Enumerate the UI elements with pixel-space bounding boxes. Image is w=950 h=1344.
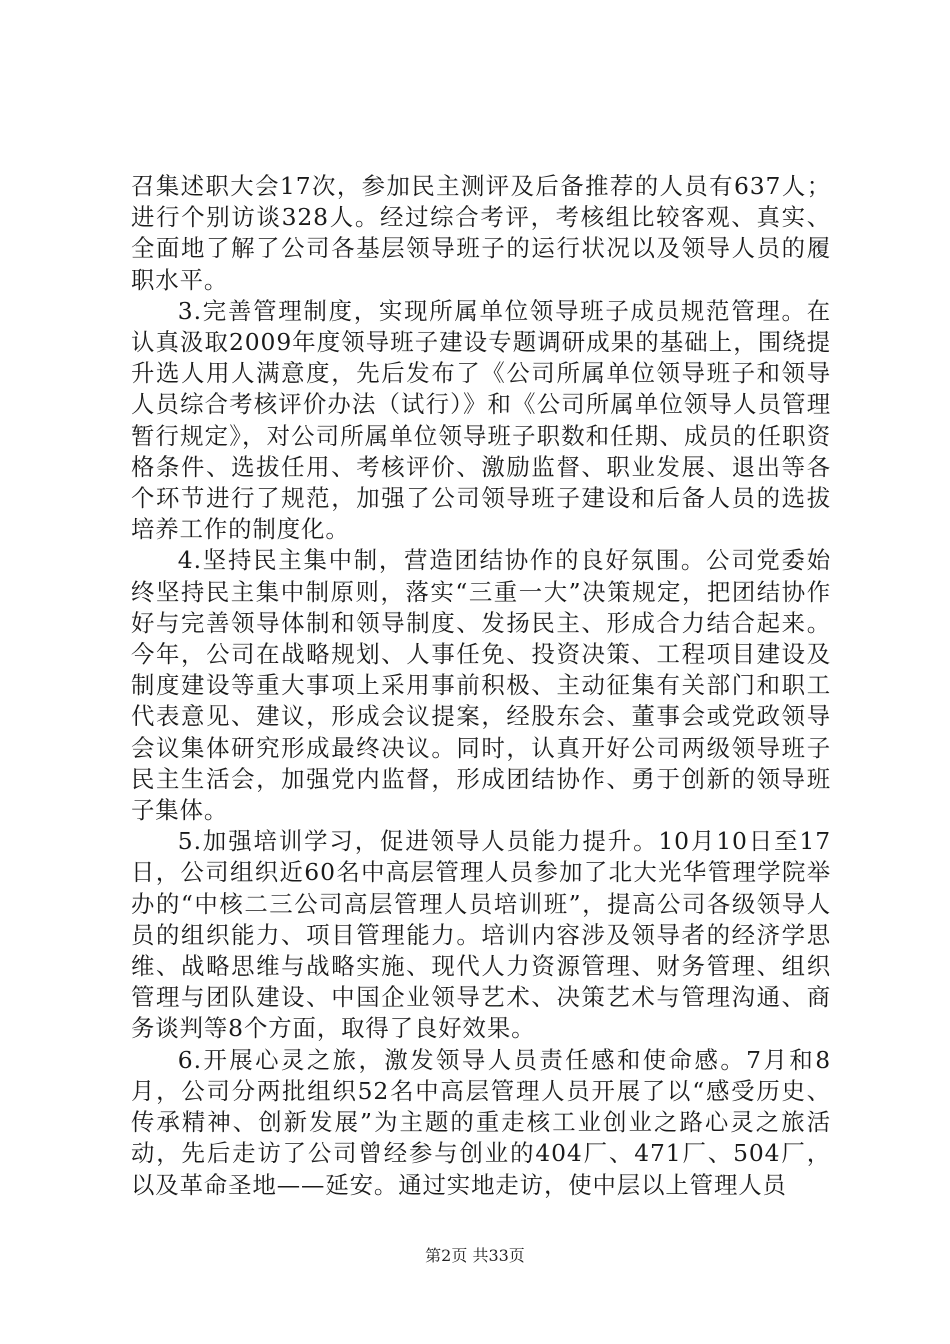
paragraph-item-6: 6.开展心灵之旅，激发领导人员责任感和使命感。7月和8月，公司分两批组织52名中高层管理人员开展了以“感受历史、传承精神、创新发展”为主题的重走核工业创业之路心灵之旅活动，先后走访了公司曾经参与创业的404厂、471厂、504厂，以及革命圣地——延安。通过实地走访，使中层以上管理人员	[131, 1045, 831, 1199]
paragraph-item-4: 4.坚持民主集中制，营造团结协作的良好氛围。公司党委始终坚持民主集中制原则，落实“三重一大”决策规定，把团结协作好与完善领导体制和领导制度、发扬民主、形成合力结合起来。今年，公司在战略规划、人事任免、投资决策、工程项目建设及制度建设等重大事项上采用事前积极、主动征集有关部门和职工代表意见、建议，形成会议提案，经股东会、董事会或党政领导会议集体研究形成最终决议。同时，认真开好公司两级领导班子民主生活会，加强党内监督，形成团结协作、勇于创新的领导班子集体。	[131, 546, 831, 825]
page-number-footer: 第2页 共33页	[425, 1246, 525, 1265]
paragraph-item-3: 3.完善管理制度，实现所属单位领导班子成员规范管理。在认真汲取2009年度领导班子建设专题调研成果的基础上，围绕提升选人用人满意度，先后发布了《公司所属单位领导班子和领导人员综合考核评价办法（试行）》和《公司所属单位领导人员管理暂行规定》，对公司所属单位领导班子职数和任期、成员的任职资格条件、选拔任用、考核评价、激励监督、职业发展、退出等各个环节进行了规范，加强了公司领导班子建设和后备人员的选拔培养工作的制度化。	[131, 296, 831, 544]
document-body	[131, 171, 831, 1201]
paragraph-item-5: 5.加强培训学习，促进领导人员能力提升。10月10日至17日，公司组织近60名中高层管理人员参加了北大光华管理学院举办的“中核二三公司高层管理人员培训班”，提高公司各级领导人员的组织能力、项目管理能力。培训内容涉及领导者的经济学思维、战略思维与战略实施、现代人力资源管理、财务管理、组织管理与团队建设、中国企业领导艺术、决策艺术与管理沟通、商务谈判等8个方面，取得了良好效果。	[131, 827, 831, 1043]
paragraph-continuation: 召集述职大会17次，参加民主测评及后备推荐的人员有637人；进行个别访谈328人。经过综合考评，考核组比较客观、真实、全面地了解了公司各基层领导班子的运行状况以及领导人员的履职水平。	[131, 172, 831, 294]
